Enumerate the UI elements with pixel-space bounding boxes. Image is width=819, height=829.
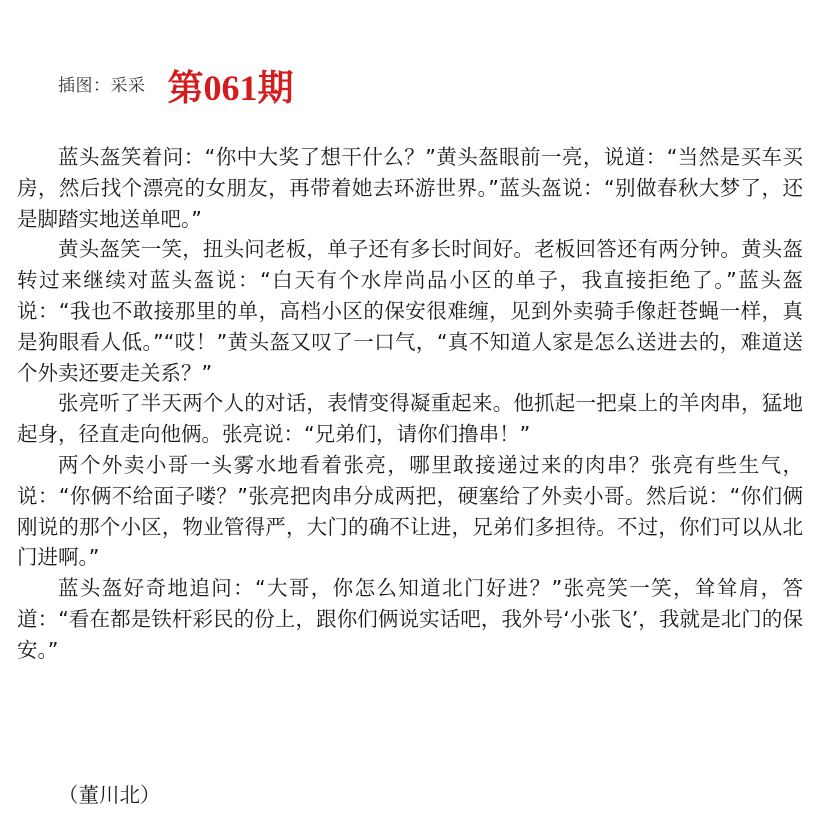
paragraph: 黄头盔笑一笑，扭头问老板，单子还有多长时间好。老板回答还有两分钟。黄头盔转过来继续对蓝头盔说：“白天有个水岸尚品小区的单子，我直接拒绝了。”蓝头盔说：“我也不敢接那里的单，高档小区的保安很难缠，见到外卖骑手像赶苍蝇一样，真是狗眼看人低。”“哎！”黄头盔又叹了一口气，“真不知道人家是怎么送进去的，难道送个外卖还要走关系？” xyxy=(17,237,803,385)
article-body xyxy=(17,142,803,666)
issue-number: 第061期 xyxy=(167,68,294,108)
article-header xyxy=(58,62,294,106)
paragraph: 两个外卖小哥一头雾水地看着张亮，哪里敢接递过来的肉串？张亮有些生气，说：“你俩不给面子喽？”张亮把肉串分成两把，硬塞给了外卖小哥。然后说：“你们俩刚说的那个小区，物业管得严，大门的确不让进，兄弟们多担待。不过，你们可以从北门进啊。” xyxy=(17,452,803,570)
illustration-credit: 插图：采采 xyxy=(58,76,146,96)
author-signature: （董川北） xyxy=(58,783,161,807)
paragraph: 蓝头盔笑着问：“你中大奖了想干什么？”黄头盔眼前一亮，说道：“当然是买车买房，然后找个漂亮的女朋友，再带着她去环游世界。”蓝头盔说：“别做春秋大梦了，还是脚踏实地送单吧。” xyxy=(17,145,803,231)
paragraph: 张亮听了半天两个人的对话，表情变得凝重起来。他抓起一把桌上的羊肉串，猛地起身，径直走向他俩。张亮说：“兄弟们，请你们撸串！” xyxy=(17,391,803,447)
paragraph: 蓝头盔好奇地追问：“大哥，你怎么知道北门好进？”张亮笑一笑，耸耸肩，答道：“看在都是铁杆彩民的份上，跟你们俩说实话吧，我外号‘小张飞’，我就是北门的保安。” xyxy=(17,576,803,662)
